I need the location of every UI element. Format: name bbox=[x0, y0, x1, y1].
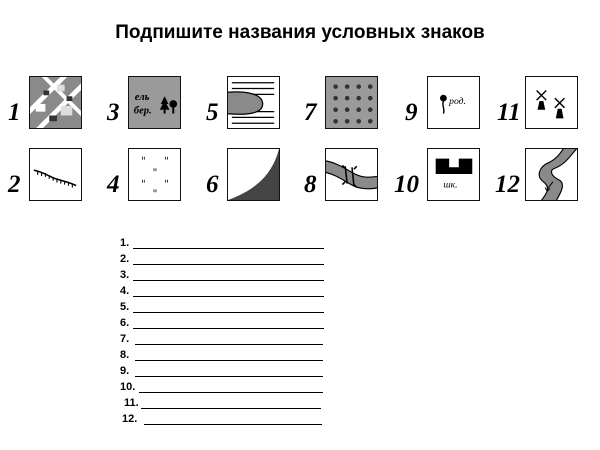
answer-number: 3. bbox=[120, 269, 130, 281]
answer-row[interactable] bbox=[120, 301, 330, 317]
answer-blank[interactable] bbox=[135, 360, 323, 361]
sign-number: 5 bbox=[206, 99, 219, 126]
answer-number: 9. bbox=[120, 365, 130, 377]
answer-row[interactable] bbox=[120, 381, 330, 397]
answer-row[interactable] bbox=[122, 413, 330, 429]
school-label: шк. bbox=[443, 179, 458, 191]
answer-row[interactable] bbox=[120, 317, 330, 333]
answer-blank[interactable] bbox=[141, 408, 321, 409]
answer-row[interactable] bbox=[120, 237, 330, 253]
answer-row[interactable] bbox=[124, 397, 330, 413]
answer-row[interactable] bbox=[120, 333, 330, 349]
sign-number: 9 bbox=[405, 99, 418, 126]
answer-number: 5. bbox=[120, 301, 130, 313]
spring-icon bbox=[427, 76, 480, 129]
answer-number: 8. bbox=[120, 349, 130, 361]
forest-label-1: ель bbox=[134, 92, 150, 104]
answer-blank[interactable] bbox=[133, 312, 324, 313]
answer-row[interactable] bbox=[120, 269, 330, 285]
forest-label-2: бер. bbox=[133, 105, 152, 117]
answer-blank[interactable] bbox=[135, 344, 323, 345]
sign-number: 7 bbox=[304, 99, 317, 126]
slope-icon bbox=[227, 148, 280, 201]
answer-number: 6. bbox=[120, 317, 130, 329]
lake-marsh-icon bbox=[227, 76, 280, 129]
answer-blank[interactable] bbox=[133, 264, 324, 265]
windmills-icon bbox=[525, 76, 578, 129]
orchard-icon bbox=[325, 76, 378, 129]
answer-blank[interactable] bbox=[139, 392, 323, 393]
answer-number: 10. bbox=[120, 381, 136, 393]
sign-number: 8 bbox=[304, 171, 317, 198]
sign-number: 4 bbox=[107, 171, 120, 198]
answer-blank[interactable] bbox=[133, 248, 324, 249]
worksheet-title: Подпишите названия условных знаков bbox=[115, 22, 485, 43]
answer-row[interactable] bbox=[120, 285, 330, 301]
sign-number: 10 bbox=[394, 171, 419, 198]
school-icon bbox=[427, 148, 480, 201]
sign-number: 3 bbox=[107, 99, 120, 126]
answer-blank[interactable] bbox=[144, 424, 322, 425]
answer-blank[interactable] bbox=[133, 296, 324, 297]
answer-number: 2. bbox=[120, 253, 130, 265]
cliff-icon bbox=[29, 148, 82, 201]
bridge-icon bbox=[325, 148, 378, 201]
answer-number: 11. bbox=[124, 397, 139, 409]
answer-number: 1. bbox=[120, 237, 130, 249]
sign-number: 12 bbox=[495, 171, 520, 198]
answer-number: 7. bbox=[120, 333, 130, 345]
answer-blank[interactable] bbox=[133, 280, 324, 281]
sign-number: 2 bbox=[8, 171, 21, 198]
river-icon bbox=[525, 148, 578, 201]
answer-row[interactable] bbox=[120, 253, 330, 269]
meadow-icon bbox=[128, 148, 181, 201]
settlement-block-icon bbox=[29, 76, 82, 129]
answer-blank[interactable] bbox=[133, 328, 324, 329]
mixed-forest-icon bbox=[128, 76, 181, 129]
sign-number: 6 bbox=[206, 171, 219, 198]
spring-label: род. bbox=[449, 95, 466, 107]
answer-number: 4. bbox=[120, 285, 130, 297]
answer-row[interactable] bbox=[120, 365, 330, 381]
answer-blank[interactable] bbox=[135, 376, 323, 377]
answer-number: 12. bbox=[122, 413, 138, 425]
answer-row[interactable] bbox=[120, 349, 330, 365]
sign-number: 1 bbox=[8, 99, 21, 126]
sign-number: 11 bbox=[497, 99, 521, 126]
